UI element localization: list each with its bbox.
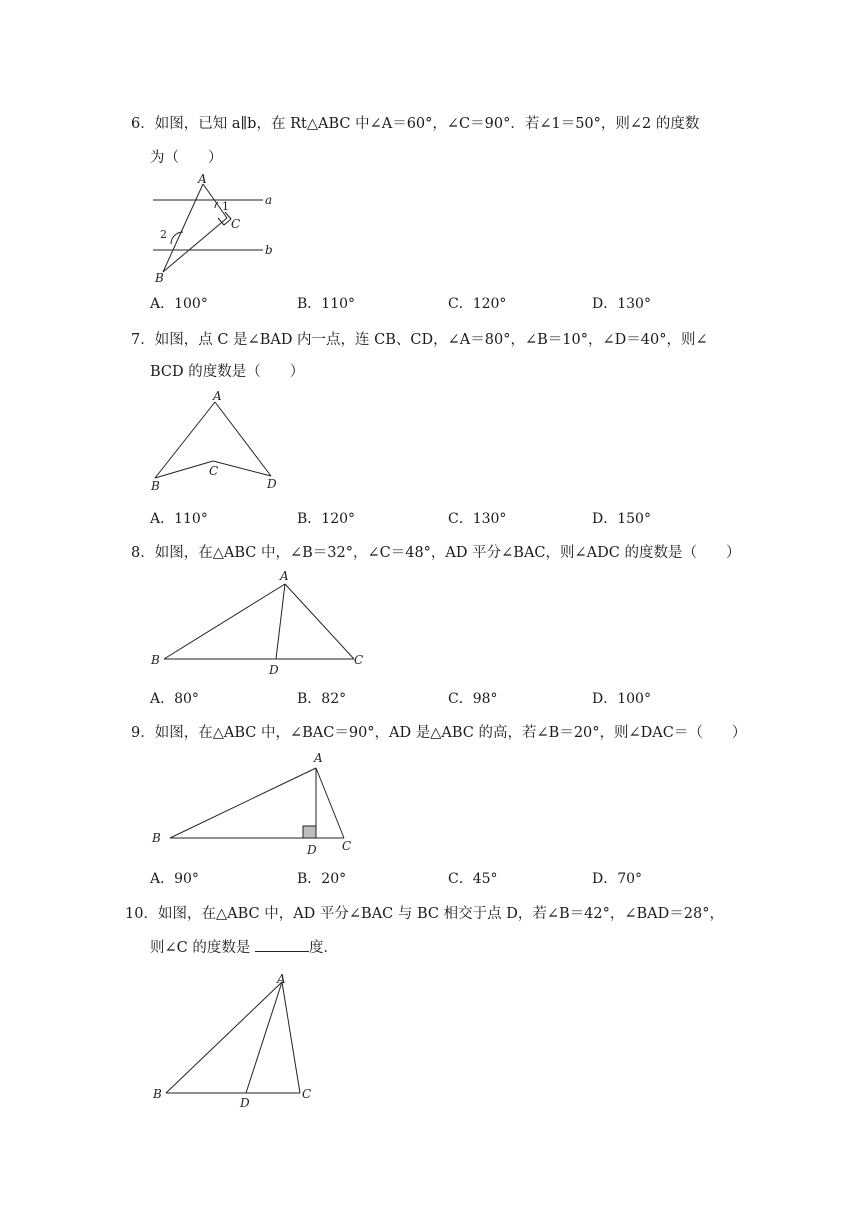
q10-text-line1	[125, 902, 724, 923]
q7-text-line2: BCD 的度数是（ ）	[150, 364, 305, 380]
q7-options	[150, 508, 750, 528]
q9-options	[150, 868, 750, 888]
q9-label-C: C	[342, 839, 352, 853]
q10-label-C: C	[302, 1087, 312, 1101]
q6-label-a: a	[265, 193, 273, 207]
q6-label-2: 2	[160, 228, 167, 241]
q6-label-b: b	[265, 243, 273, 257]
q8-option-d[interactable]: D．100°	[592, 691, 651, 707]
q10-stem-part2: 度．	[308, 940, 338, 956]
q7-option-b[interactable]: B．120°	[297, 511, 356, 527]
q6-option-b[interactable]: B．110°	[297, 296, 356, 312]
q7-label-A: A	[213, 389, 222, 403]
q6-option-a[interactable]: A．100°	[150, 296, 208, 312]
q10-figure	[148, 970, 328, 1110]
q9-figure	[148, 748, 368, 858]
q8-label-D: D	[269, 663, 279, 677]
q8-number: 8．	[131, 545, 155, 561]
q10-label-D: D	[240, 1096, 250, 1110]
q6-number: 6．	[131, 116, 155, 132]
q10-stem: 如图，在△ABC 中，AD 平分∠BAC 与 BC 相交于点 D，若∠B＝42°，∠BAD＝28°，	[157, 906, 724, 922]
q8-stem: 如图，在△ABC 中，∠B＝32°，∠C＝48°，AD 平分∠BAC，则∠ADC 的度数是（ ）	[154, 545, 741, 561]
q7-number: 7．	[131, 332, 155, 348]
q6-label-B: B	[155, 271, 164, 285]
q8-label-B: B	[151, 653, 160, 667]
q9-label-B: B	[152, 831, 161, 845]
q10-label-B: B	[153, 1087, 162, 1101]
q8-option-a[interactable]: A．80°	[150, 691, 199, 707]
q9-option-c[interactable]: C．45°	[448, 871, 498, 887]
q7-option-d[interactable]: D．150°	[592, 511, 651, 527]
q9-option-d[interactable]: D．70°	[592, 871, 643, 887]
q9-text-line1	[131, 721, 746, 742]
q10-answer-blank[interactable]	[255, 939, 309, 952]
q6-label-1: 1	[222, 200, 229, 213]
q8-label-C: C	[354, 653, 364, 667]
q9-label-A: A	[314, 751, 323, 765]
q8-option-b[interactable]: B．82°	[297, 691, 347, 707]
q7-option-c[interactable]: C．130°	[448, 511, 507, 527]
q6-option-d[interactable]: D．130°	[592, 296, 651, 312]
q6-text-line1	[131, 112, 699, 133]
q7-figure	[145, 389, 285, 493]
q10-label-A: A	[277, 972, 286, 986]
q9-stem: 如图，在△ABC 中，∠BAC＝90°，AD 是△ABC 的高，若∠B＝20°，则∠DAC＝（ ）	[154, 725, 747, 741]
q9-option-a[interactable]: A．90°	[150, 871, 199, 887]
q8-figure	[148, 568, 378, 678]
q7-label-C: C	[209, 464, 219, 478]
q7-label-B: B	[151, 479, 160, 493]
q6-text-line2: 为（ ）	[150, 150, 223, 166]
q8-label-A: A	[280, 569, 289, 583]
q10-stem-part1: 则∠C 的度数是	[150, 940, 255, 956]
q6-option-c[interactable]: C．120°	[448, 296, 507, 312]
q8-text-line1	[131, 541, 740, 562]
q7-stem: 如图，点 C 是∠BAD 内一点，连 CB、CD，∠A＝80°，∠B＝10°，∠D＝40°，则∠	[154, 332, 708, 348]
q10-text-line2	[150, 936, 338, 957]
q7-text-line1	[131, 328, 708, 349]
q9-number: 9．	[131, 725, 155, 741]
q9-label-D: D	[307, 843, 317, 857]
q7-option-a[interactable]: A．110°	[150, 511, 208, 527]
q6-figure	[145, 172, 285, 287]
q6-label-A: A	[198, 172, 207, 186]
q8-options	[150, 688, 750, 708]
q8-option-c[interactable]: C．98°	[448, 691, 498, 707]
q10-number: 10．	[125, 906, 158, 922]
q6-label-C: C	[231, 217, 241, 231]
q7-label-D: D	[267, 477, 277, 491]
q9-option-b[interactable]: B．20°	[297, 871, 347, 887]
q6-stem: 如图，已知 a∥b，在 Rt△ABC 中∠A＝60°，∠C＝90°．若∠1＝50°，则∠2 的度数	[154, 116, 700, 132]
q6-options	[150, 293, 750, 313]
